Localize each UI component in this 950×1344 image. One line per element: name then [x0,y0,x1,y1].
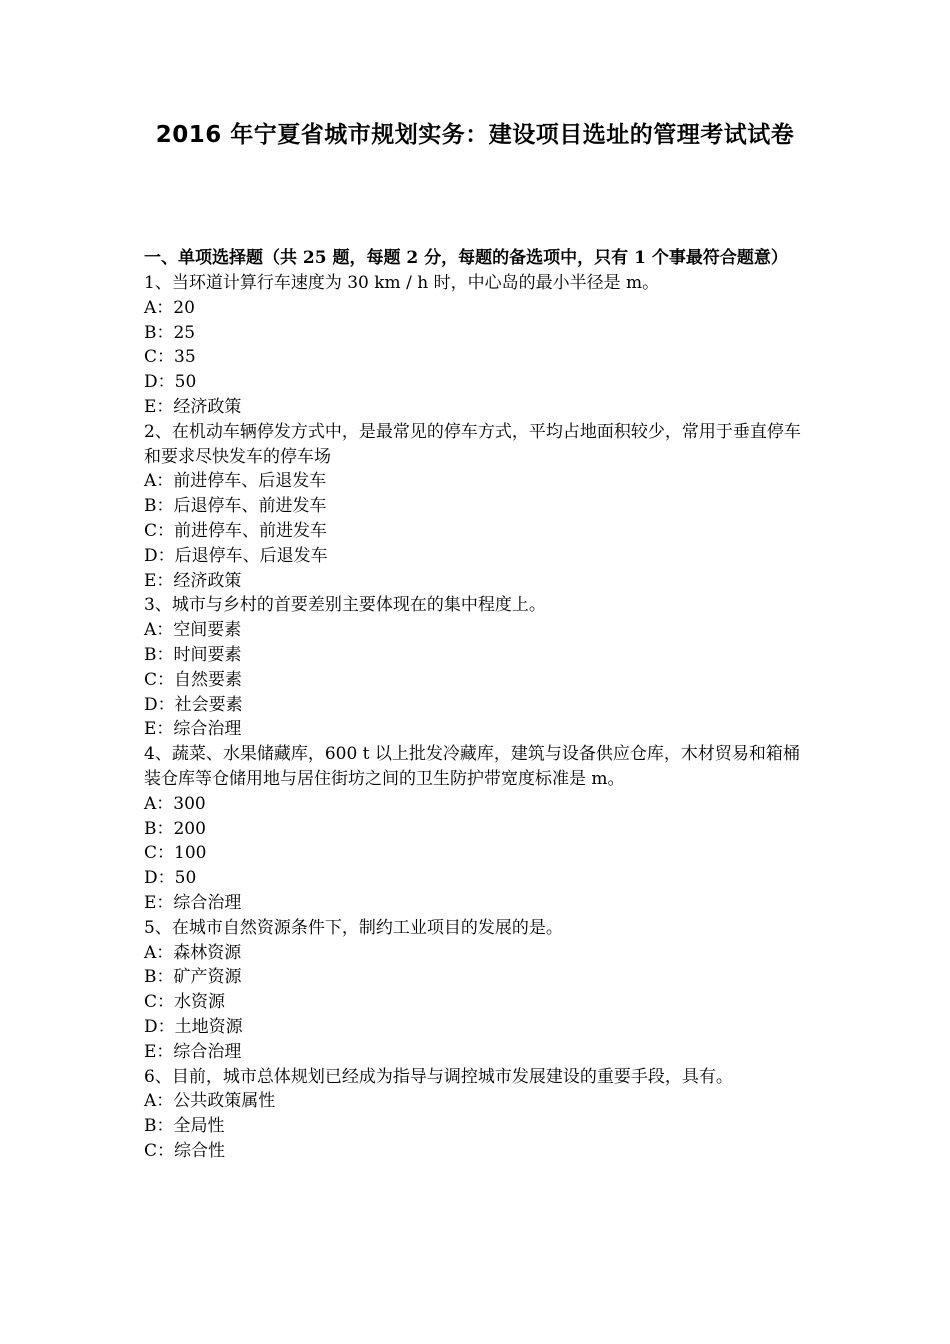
question-6 [144,1065,810,1164]
option-e: E：综合治理 [144,892,242,913]
option-b: B：矿产资源 [144,967,242,988]
option-a: A：20 [144,297,195,318]
option-b: B：200 [144,818,206,839]
option-e: E：经济政策 [144,570,242,591]
question-stem: 2、在机动车辆停发方式中，是最常见的停车方式，平均占地面积较少，常用于垂直停车和要求尽快发车的停车场 [144,421,801,467]
question-stem: 5、在城市自然资源条件下，制约工业项目的发展的是。 [144,917,563,938]
option-a: A：前进停车、后退发车 [144,471,327,492]
question-5 [144,916,810,1065]
option-d: D：50 [144,868,197,889]
question-stem: 3、城市与乡村的首要差别主要体现在的集中程度上。 [144,595,546,616]
option-b: B：全局性 [144,1116,225,1137]
option-c: C：水资源 [144,992,226,1013]
section-heading: 一、单项选择题（共 25 题，每题 2 分，每题的备选项中，只有 1 个事最符合题意） [144,248,788,268]
document-title: 2016 年宁夏省城市规划实务：建设项目选址的管理考试试卷 [155,122,795,148]
option-a: A：公共政策属性 [144,1091,276,1112]
question-4 [144,742,810,916]
question-stem: 6、目前，城市总体规划已经成为指导与调控城市发展建设的重要手段，具有。 [144,1066,733,1087]
option-a: A：森林资源 [144,942,242,963]
option-a: A：空间要素 [144,620,242,641]
option-b: B：25 [144,322,196,343]
option-d: D：50 [144,372,197,393]
option-e: E：综合治理 [144,1041,242,1062]
option-d: D：后退停车、后退发车 [144,545,328,566]
option-e: E：综合治理 [144,719,242,740]
question-3 [144,593,810,742]
option-e: E：经济政策 [144,396,242,417]
question-1 [144,271,810,420]
option-b: B：后退停车、前进发车 [144,496,327,517]
option-d: D：土地资源 [144,1016,243,1037]
question-2 [144,420,810,594]
option-c: C：35 [144,347,196,368]
option-c: C：综合性 [144,1140,226,1161]
option-c: C：自然要素 [144,669,243,690]
question-stem: 4、蔬菜、水果储藏库，600 t 以上批发冷藏库，建筑与设备供应仓库，木材贸易和箱桶装仓库等仓储用地与居住街坊之间的卫生防护带宽度标准是 m。 [144,744,800,789]
option-c: C：前进停车、前进发车 [144,520,328,541]
option-c: C：100 [144,843,207,864]
option-b: B：时间要素 [144,644,242,665]
option-d: D：社会要素 [144,694,243,715]
option-a: A：300 [144,793,206,814]
document-body [144,246,810,1164]
question-stem: 1、当环道计算行车速度为 30 km / h 时，中心岛的最小半径是 m。 [144,273,660,293]
